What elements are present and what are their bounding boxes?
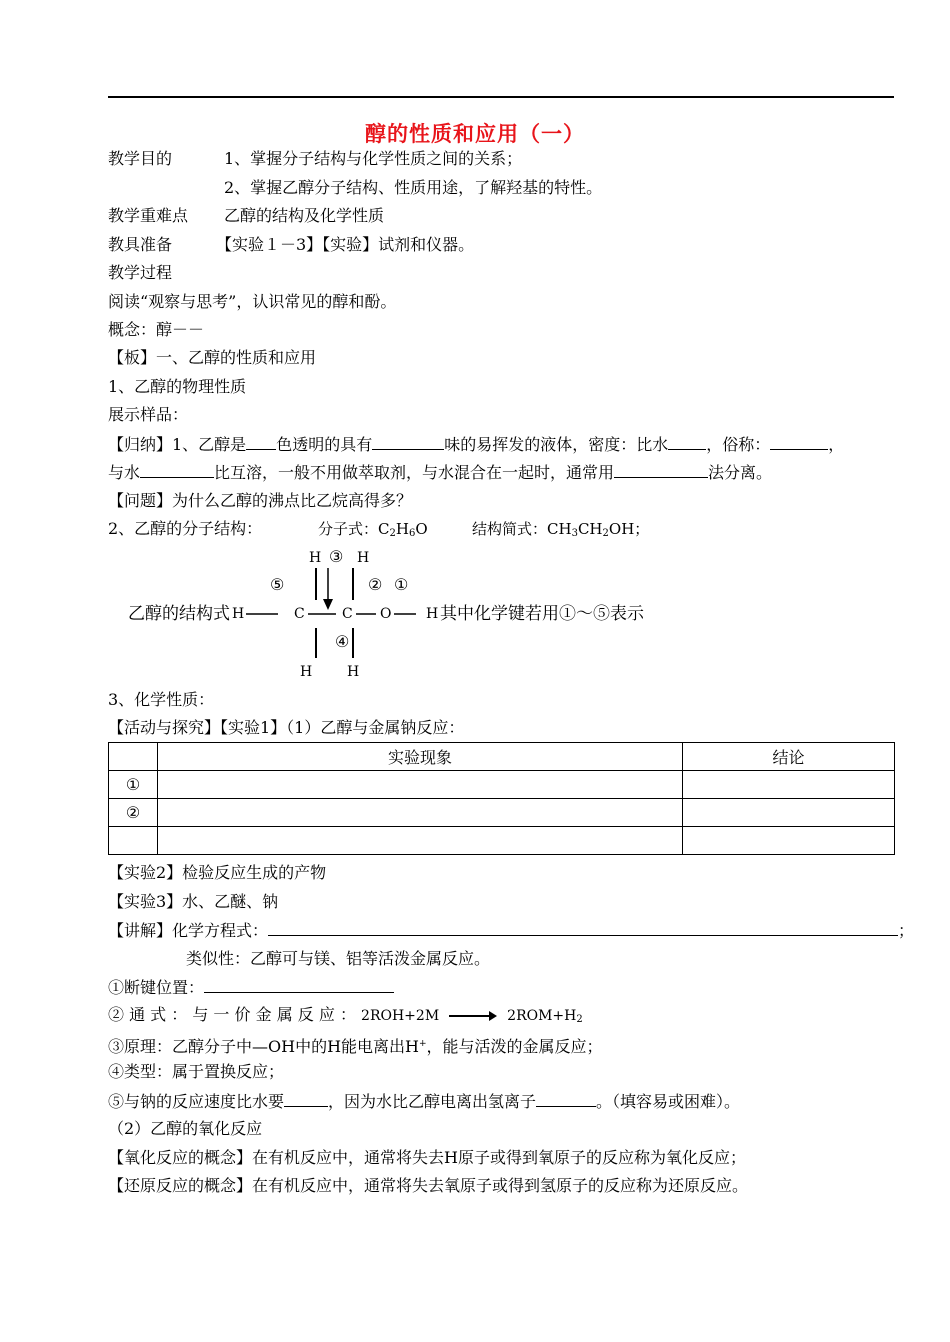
simple-ch3-sub: 3	[571, 528, 578, 539]
page-title: 醇的性质和应用（一）	[365, 121, 585, 146]
summary-text-a: 【归纳】1、乙醇是	[108, 435, 247, 454]
board-line: 【板】一、乙醇的性质和应用	[108, 348, 317, 367]
simple-ch3: CH	[547, 520, 572, 538]
table-cell[interactable]	[158, 799, 683, 827]
explain-line	[108, 919, 914, 942]
reaction-arrow-icon	[449, 1011, 497, 1021]
blank-method	[614, 461, 708, 478]
summary2-text-a: 与水	[108, 463, 141, 482]
molecular-formula-label: 分子式：	[318, 520, 379, 538]
equation-left: 2ROH+2M	[361, 1008, 440, 1024]
atom-c-1: C	[294, 606, 305, 622]
formula-h-sub: 6	[408, 528, 416, 539]
blank-smell	[372, 433, 444, 450]
oxidation-heading: （2）乙醇的氧化反应	[108, 1119, 263, 1138]
atom-o: O	[380, 606, 392, 622]
atom-h-bottom-left: H	[300, 664, 313, 680]
formula-c: C	[378, 520, 390, 538]
goal-2: 2、掌握乙醇分子结构、性质用途，了解羟基的特性。	[224, 178, 603, 197]
blank-break-position	[204, 976, 394, 993]
point-3-sup: +	[418, 1039, 427, 1049]
formula-o: O	[415, 520, 428, 538]
summary-line-1	[108, 433, 844, 456]
point-1-text: ①断键位置：	[108, 978, 205, 997]
bond-label-2: ②	[368, 575, 383, 594]
point-2-line	[108, 1004, 583, 1031]
section-2-line	[108, 518, 650, 540]
point-5-text-c: 。（填容易或困难）。	[596, 1092, 741, 1111]
blank-speed	[284, 1090, 328, 1107]
key-text: 乙醇的结构及化学性质	[224, 206, 385, 225]
table-cell[interactable]	[158, 771, 683, 799]
section-2-heading: 2、乙醇的分子结构：	[108, 519, 263, 538]
molecular-formula	[318, 518, 428, 545]
atom-h-top-left: H	[309, 550, 322, 566]
table-cell[interactable]	[158, 827, 683, 855]
equation-right-text: 2ROM+H	[507, 1008, 577, 1024]
blank-ease	[536, 1090, 596, 1107]
formula-h: H	[395, 520, 409, 538]
experiment-table	[108, 742, 895, 855]
blank-color	[246, 433, 276, 450]
structural-formula-diagram	[128, 544, 688, 684]
point-5-text-a: ⑤与钠的反应速度比水要	[108, 1092, 285, 1111]
question-line: 【问题】为什么乙醇的沸点比乙烷高得多？	[108, 491, 413, 510]
reduction-definition: 【还原反应的概念】在有机反应中，通常将失去氧原子或得到氢原子的反应称为还原反应。	[108, 1176, 749, 1195]
activity-line: 【活动与探究】【实验1】（1）乙醇与金属钠反应：	[108, 718, 465, 737]
point-3-line	[108, 1033, 603, 1058]
atom-h-left: H	[232, 606, 245, 622]
key-line	[108, 205, 385, 227]
bond-label-4: ④	[335, 632, 350, 651]
table-cell[interactable]	[683, 799, 895, 827]
experiment-2-line: 【实验2】检验反应生成的产物	[108, 863, 327, 882]
summary-text-b: 色透明的具有	[276, 435, 373, 454]
structural-formula-prefix: 乙醇的结构式	[128, 604, 230, 624]
table-header-row	[109, 743, 895, 771]
structural-formula-suffix: 其中化学键若用①～⑤表示	[440, 604, 644, 624]
point-3-text-a: ③原理：乙醇分子中—OH中的H能电离出H	[108, 1037, 419, 1056]
blank-density	[668, 433, 706, 450]
blank-common-name	[770, 433, 828, 450]
table-cell[interactable]	[683, 827, 895, 855]
summary2-text-b: 比互溶，一般不用做萃取剂，与水混合在一起时，通常用	[214, 463, 615, 482]
tools-label: 教具准备	[108, 235, 173, 254]
simple-oh: OH；	[608, 520, 650, 538]
bond-label-5: ⑤	[270, 575, 285, 594]
atom-h-top-right: H	[357, 550, 370, 566]
blank-equation	[268, 919, 898, 936]
row-label-2: ②	[109, 799, 158, 827]
tools-text: 【实验１－3】【实验】试剂和仪器。	[216, 235, 475, 254]
bond-label-1: ①	[394, 575, 409, 594]
summary-text-c: 味的易挥发的液体，密度：比水	[444, 435, 669, 454]
section-3-heading: 3、化学性质：	[108, 690, 215, 709]
table-cell[interactable]	[683, 771, 895, 799]
header-conclusion: 结论	[683, 743, 895, 771]
table-row	[109, 799, 895, 827]
goals-label: 教学目的	[108, 149, 173, 168]
header-phenomenon: 实验现象	[158, 743, 683, 771]
goals-line	[108, 148, 523, 170]
table-row	[109, 827, 895, 855]
show-line: 展示样品：	[108, 405, 189, 424]
bond-label-3: ③	[329, 547, 344, 566]
point-4-line: ④类型：属于置换反应；	[108, 1062, 285, 1081]
section-1-heading: 1、乙醇的物理性质	[108, 377, 247, 396]
point-5-line	[108, 1090, 740, 1113]
summary2-text-c: 法分离。	[708, 463, 773, 482]
point-5-text-b: ，因为水比乙醇电离出氢离子	[328, 1092, 537, 1111]
explain-label: 【讲解】化学方程式：	[108, 921, 269, 940]
process-heading: 教学过程	[108, 263, 173, 282]
row-label-1: ①	[109, 771, 158, 799]
point-3-text-b: ，能与活泼的金属反应；	[426, 1037, 603, 1056]
simple-formula-label: 结构简式：	[472, 520, 548, 538]
simple-ch2: CH	[577, 520, 603, 538]
reading-line: 阅读“观察与思考”，认识常见的醇和酚。	[108, 292, 397, 311]
atom-h-right: H	[426, 606, 439, 622]
point-1-line	[108, 976, 394, 999]
table-cell	[109, 743, 158, 771]
table-row	[109, 771, 895, 799]
bond-lines	[128, 544, 688, 684]
experiment-3-line: 【实验3】水、乙醚、钠	[108, 892, 279, 911]
summary-text-d: ，俗称：	[706, 435, 771, 454]
blank-ratio	[140, 461, 214, 478]
oxidation-definition: 【氧化反应的概念】在有机反应中，通常将失去H原子或得到氧原子的反应称为氧化反应；	[108, 1148, 746, 1167]
goal-1: 1、掌握分子结构与化学性质之间的关系；	[224, 149, 523, 168]
tools-line	[108, 234, 475, 256]
equation-right-sub: 2	[576, 1014, 583, 1025]
simple-formula	[472, 518, 649, 545]
table-cell	[109, 827, 158, 855]
summary-text-e: ，	[828, 435, 845, 454]
simple-ch2-sub: 2	[602, 528, 609, 539]
key-label: 教学重难点	[108, 206, 189, 225]
atom-c-2: C	[342, 606, 353, 622]
concept-line: 概念：醇－－	[108, 320, 205, 339]
explain-end: ；	[898, 921, 915, 940]
summary-line-2	[108, 461, 772, 484]
point-2-text: ② 通 式 ： 与 一 价 金 属 反 应 ：	[108, 1005, 356, 1024]
formula-c-sub: 2	[389, 528, 396, 539]
equation-right	[507, 1008, 583, 1024]
header-rule	[108, 96, 894, 98]
atom-h-bottom-right: H	[347, 664, 360, 680]
similarity-line: 类似性：乙醇可与镁、铝等活泼金属反应。	[186, 949, 491, 968]
